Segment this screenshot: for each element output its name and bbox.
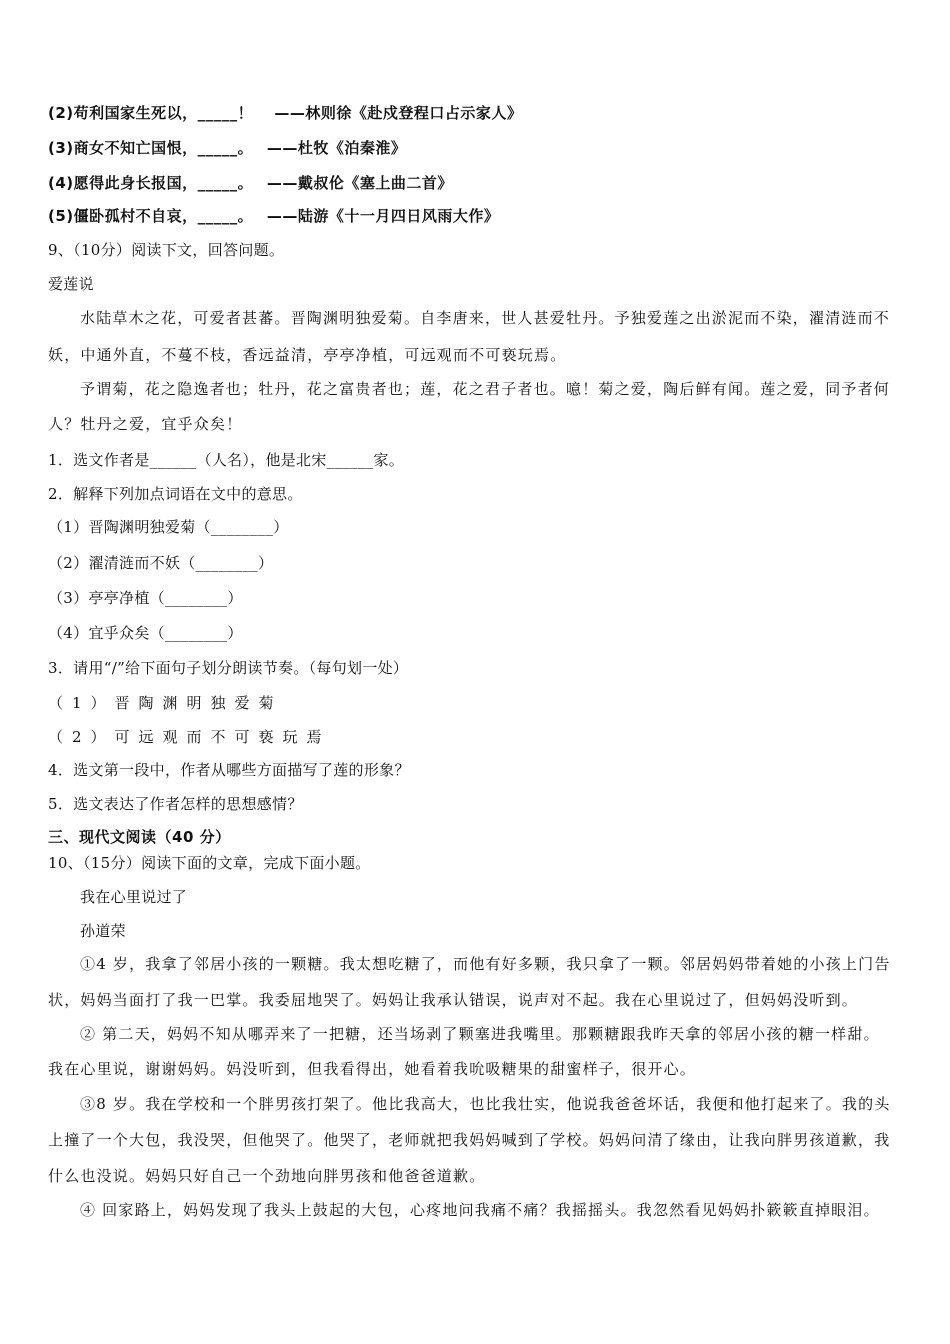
subquestion-2: 2．解释下列加点词语在文中的意思。 [48, 485, 303, 503]
passage-title: 爱莲说 [48, 275, 94, 293]
subquestion-4: 4．选文第一段中，作者从哪些方面描写了莲的形象？ [48, 761, 410, 779]
subquestion-3-item-2: （2）可远观而不可亵玩焉 [48, 728, 331, 746]
poem-line-4: (4)愿得此身长报国，_____。 ——戴叔伦《塞上曲二首》 [48, 174, 453, 192]
passage-p2-line1: 予谓菊，花之隐逸者也；牡丹，花之富贵者也；莲，花之君子者也。噫！菊之爱，陶后鲜有闻。莲之爱，同予者何 [80, 380, 891, 398]
article-line-8: ④ 回家路上，妈妈发现了我头上鼓起的大包，心疼地问我痛不痛？我摇摇头。我忽然看见妈妈扑簌簌直掉眼泪。 [80, 1201, 880, 1219]
subquestion-3: 3．请用“/”给下面句子划分朗读节奏。（每句划一处） [48, 659, 409, 677]
poem-line-3: (3)商女不知亡国恨，_____。 ——杜牧《泊秦淮》 [48, 139, 407, 157]
article-line-3: ② 第二天，妈妈不知从哪弄来了一把糖，还当场剥了颗塞进我嘴里。那颗糖跟我昨天拿的邻居小孩的糖一样甜。 [80, 1025, 880, 1043]
article-line-4: 我在心里说，谢谢妈妈。妈没听到，但我看得出，她看着我吮吸糖果的甜蜜样子，很开心。 [48, 1060, 697, 1078]
subquestion-2-item-2: （2）濯清涟而不妖（________） [48, 554, 274, 572]
question-10-header: 10、（15分）阅读下面的文章，完成下面小题。 [48, 854, 371, 872]
subquestion-2-item-4: （4）宜乎众矣（________） [48, 624, 243, 642]
subquestion-5: 5．选文表达了作者怎样的思想感情？ [48, 795, 303, 813]
question-9-header: 9、（10分）阅读下文，回答问题。 [48, 241, 285, 259]
passage-p1-line1: 水陆草木之花，可爱者甚蕃。晋陶渊明独爱菊。自李唐来，世人甚爱牡丹。予独爱莲之出淤泥而不染，濯清涟而不 [80, 309, 891, 327]
article-title: 我在心里说过了 [80, 888, 188, 906]
subquestion-1: 1．选文作者是______（人名），他是北宋______家。 [48, 451, 405, 469]
subquestion-2-item-1: （1）晋陶渊明独爱菊（________） [48, 518, 289, 536]
article-author: 孙道荣 [80, 922, 126, 940]
article-line-6: 上撞了一个大包，我没哭，但他哭了。他哭了，老师就把我妈妈喊到了学校。妈妈问清了缘由，让我向胖男孩道歉，我 [48, 1131, 891, 1149]
passage-p2-line2: 人？牡丹之爱，宜乎众矣！ [48, 415, 243, 433]
subquestion-3-item-1: （1）晋陶渊明独爱菊 [48, 694, 283, 712]
article-line-5: ③8 岁。我在学校和一个胖男孩打架了。他比我高大，也比我壮实，他说我爸爸坏话，我便和他打起来了。我的头 [80, 1095, 891, 1113]
article-line-7: 什么也没说。妈妈只好自己一个劲地向胖男孩和他爸爸道歉。 [48, 1167, 486, 1185]
poem-line-5: (5)僵卧孤村不自哀，_____。 ——陆游《十一月四日风雨大作》 [48, 207, 500, 225]
poem-line-2: (2)苟利国家生死以，_____！ ——林则徐《赴戍登程口占示家人》 [48, 104, 523, 122]
article-line-2: 状，妈妈当面打了我一巴掌。我委屈地哭了。妈妈让我承认错误，说声对不起。我在心里说过了，但妈妈没听到。 [48, 991, 859, 1009]
section-3-heading: 三、现代文阅读（40 分） [48, 828, 231, 846]
passage-p1-line2: 妖，中通外直，不蔓不枝，香远益清，亭亭净植，可远观而不可亵玩焉。 [48, 346, 567, 364]
subquestion-2-item-3: （3）亭亭净植（________） [48, 589, 243, 607]
article-line-1: ①4 岁，我拿了邻居小孩的一颗糖。我太想吃糖了，而他有好多颗，我只拿了一颗。邻居妈妈带着她的小孩上门告 [80, 955, 891, 973]
